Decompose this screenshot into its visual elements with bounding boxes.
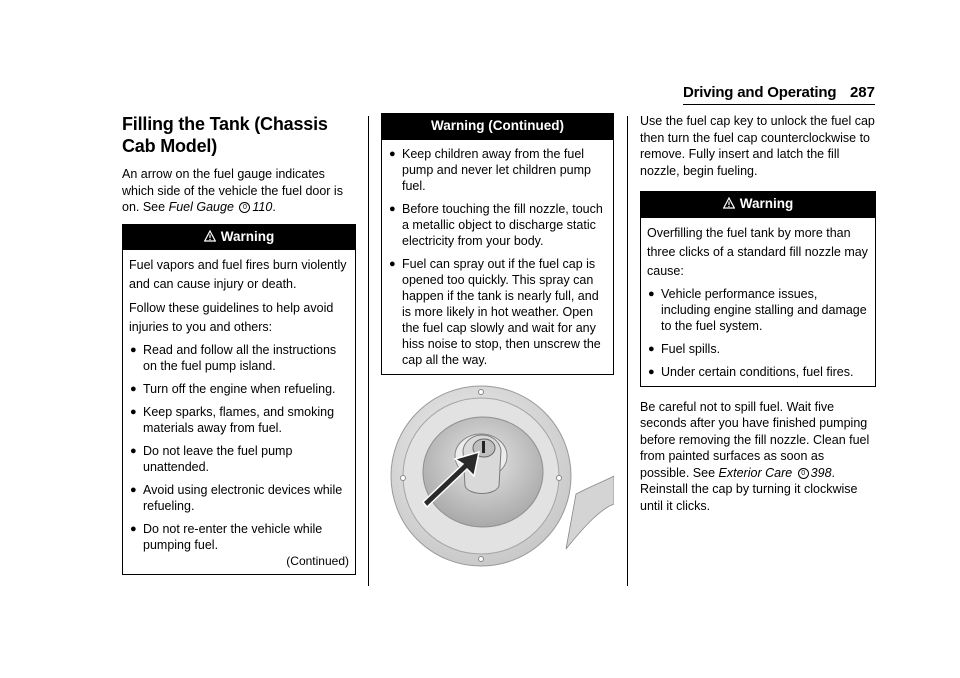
warning-title: Warning (123, 225, 355, 251)
list-item: ● Fuel can spray out if the fuel cap is opened too quickly. This spray can happen if the tank is nearly full, and is more likely in hot weather. Open the fuel cap slowly and wait for any hiss noise to stop, then unscrew the cap all the way. (389, 256, 601, 367)
list-item: ● Do not re-enter the vehicle while pumping fuel. (130, 522, 323, 552)
warning-triangle-icon (723, 197, 735, 209)
list-item: ● Vehicle performance issues, including engine stalling and damage to the fuel system. (648, 286, 867, 333)
page-header (683, 84, 875, 106)
section-title: Driving and Operating (683, 84, 837, 101)
body-paragraph: Use the fuel cap key to unlock the fuel cap then turn the fuel cap counterclockwise to remove. Fully insert and latch the fill nozzle, begin fueling. (640, 114, 875, 178)
warning-list (647, 286, 869, 380)
list-item: ● Avoid using electronic devices while refueling. (130, 483, 343, 513)
fuel-gauge-link[interactable]: Fuel Gauge 0 110 (168, 200, 273, 214)
warning-title: Warning (641, 192, 875, 218)
warning-title: Warning (Continued) (382, 114, 613, 140)
column-divider-left (368, 116, 369, 586)
column-1 (122, 113, 356, 583)
warning-continued-box (381, 113, 614, 375)
list-item: ● Keep sparks, flames, and smoking materials away from fuel. (130, 405, 335, 435)
column-3 (640, 113, 876, 522)
warning-box (122, 224, 356, 575)
list-item: ● Keep children away from the fuel pump and never let children pump fuel. (389, 146, 592, 193)
header-rule (683, 104, 875, 105)
warning-paragraph: Fuel vapors and fuel fires burn violently and can cause injury or death. (129, 258, 347, 291)
warning-paragraph: Follow these guidelines to help avoid injuries to you and others: (129, 301, 334, 334)
column-divider-right (627, 116, 628, 586)
warning-box (640, 191, 876, 387)
warning-list (388, 146, 607, 368)
body-paragraph: Be careful not to spill fuel. Wait five seconds after you have finished pumping before removing the fill nozzle. Clean fuel from painted surfaces as soon as possible. See Exterior Care 0 398. Reinstall the cap by turning it clockwise until it clicks. (640, 399, 870, 513)
list-item: ● Turn off the engine when refueling. (130, 382, 336, 396)
intro-paragraph: An arrow on the fuel gauge indicates which side of the vehicle the fuel door is on. See Fuel Gauge 0 110. (122, 167, 343, 214)
list-item: ● Do not leave the fuel pump unattended. (130, 444, 293, 474)
page-ref-icon: 0 (239, 202, 250, 213)
list-item: ● Under certain conditions, fuel fires. (648, 364, 854, 379)
exterior-care-link[interactable]: Exterior Care 0 398 (718, 465, 832, 480)
section-heading: Filling the Tank (Chassis Cab Model) (122, 114, 328, 156)
fuel-cap-illustration (381, 374, 614, 574)
warning-paragraph: Overfilling the fuel tank by more than three clicks of a standard fill nozzle may cause: (647, 225, 868, 278)
page-ref-icon: 0 (798, 468, 809, 479)
list-item: ● Read and follow all the instructions on the fuel pump island. (130, 343, 337, 373)
list-item: ● Fuel spills. (648, 341, 721, 356)
page-number: 287 (849, 84, 875, 101)
list-item: ● Before touching the fill nozzle, touch a metallic object to discharge static electricity from your body. (389, 201, 603, 248)
column-2 (381, 113, 614, 383)
warning-triangle-icon (204, 230, 216, 242)
continued-label: (Continued) (286, 554, 349, 568)
warning-list (129, 342, 349, 553)
